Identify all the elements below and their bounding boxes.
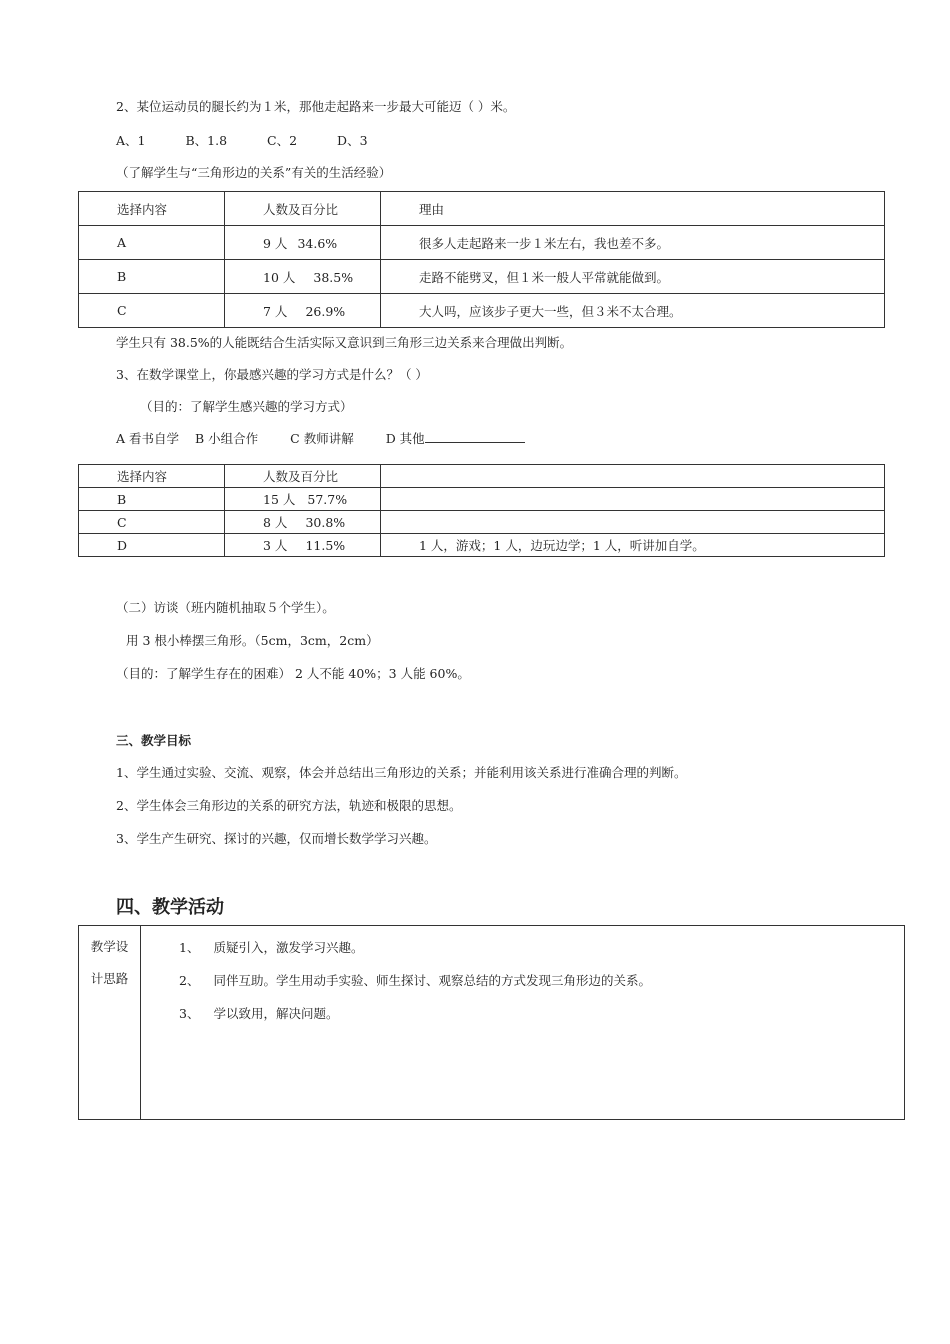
row-count: 9 人 34.6% — [225, 226, 381, 260]
row-reason: 很多人走起路来一步１米左右，我也差不多。 — [381, 226, 885, 260]
table-row — [79, 260, 885, 294]
interview-title: （二）访谈（班内随机抽取５个学生）。 — [116, 600, 335, 615]
table-header-choice: 选择内容 — [79, 465, 225, 488]
section3-heading: 三、教学目标 — [116, 733, 192, 748]
q3-option-d: D 其他 — [385, 431, 425, 446]
table-header-row — [79, 465, 885, 488]
q2-purpose: （了解学生与“三角形边的关系”有关的生活经验） — [116, 165, 392, 180]
table-header-reason: 理由 — [381, 192, 885, 226]
q3-option-b: B 小组合作 — [195, 431, 259, 446]
q2-option-a: A、1 — [116, 133, 146, 148]
design-label-line1: 教学设 — [90, 939, 129, 954]
q2-options — [116, 131, 368, 149]
row-count: 8 人 30.8% — [225, 511, 381, 534]
section3-item: 3、学生产生研究、探讨的兴趣，仅而增长数学学习兴趣。 — [116, 831, 437, 846]
section4-heading: 四、教学活动 — [116, 897, 224, 918]
design-step: 2、 同伴互助。学生用动手实验、师生探讨、观察总结的方式发现三角形边的关系。 — [179, 973, 651, 988]
q3-option-c: C 教师讲解 — [290, 431, 354, 446]
row-count: 10 人 38.5% — [225, 260, 381, 294]
design-step: 1、 质疑引入，激发学习兴趣。 — [179, 940, 364, 955]
interview-task: 用 3 根小棒摆三角形。（5cm，3cm，2cm） — [126, 633, 379, 648]
row-choice: D — [79, 534, 225, 557]
design-label-cell — [79, 926, 141, 1120]
section3-item: 2、学生体会三角形边的关系的研究方法，轨迹和极限的思想。 — [116, 798, 462, 813]
row-choice: A — [79, 226, 225, 260]
table-row — [79, 488, 885, 511]
row-choice: B — [79, 488, 225, 511]
design-label-line2: 计思路 — [90, 971, 129, 986]
q2-option-c: C、2 — [267, 133, 298, 148]
row-count: 3 人 11.5% — [225, 534, 381, 557]
table-header-row — [79, 192, 885, 226]
design-steps-cell — [141, 926, 905, 1120]
row-reason: 走路不能劈叉，但１米一般人平常就能做到。 — [381, 260, 885, 294]
table-row — [79, 294, 885, 328]
table-header-count: 人数及百分比 — [225, 192, 381, 226]
q3-purpose: （目的：了解学生感兴趣的学习方式） — [140, 399, 353, 414]
row-choice: B — [79, 260, 225, 294]
q3-results-table — [78, 464, 885, 557]
q3-question: 3、在数学课堂上，你最感兴趣的学习方式是什么？（ ） — [116, 367, 428, 382]
row-count: 15 人 57.7% — [225, 488, 381, 511]
q2-option-b: B、1.8 — [185, 133, 228, 148]
table-header-note — [381, 465, 885, 488]
row-choice: C — [79, 294, 225, 328]
table-row — [79, 511, 885, 534]
table-row — [79, 226, 885, 260]
row-note — [381, 488, 885, 511]
row-note: 1 人，游戏；1 人，边玩边学；1 人，听讲加自学。 — [381, 534, 885, 557]
row-note — [381, 511, 885, 534]
q3-options — [116, 429, 525, 447]
row-choice: C — [79, 511, 225, 534]
q3-option-a: A 看书自学 — [116, 431, 180, 446]
row-reason: 大人吗，应该步子更大一些，但３米不太合理。 — [381, 294, 885, 328]
table-header-count: 人数及百分比 — [225, 465, 381, 488]
design-step: 3、 学以致用，解决问题。 — [179, 1006, 339, 1021]
interview-result: （目的：了解学生存在的困难） 2 人不能 40%；3 人能 60%。 — [116, 666, 470, 681]
table-row — [79, 534, 885, 557]
q2-question: 2、某位运动员的腿长约为１米，那他走起路来一步最大可能迈（ ）米。 — [116, 99, 516, 114]
q2-results-table — [78, 191, 885, 328]
activity-table — [78, 925, 905, 1120]
q2-option-d: D、3 — [337, 133, 368, 148]
table-row — [79, 926, 905, 1120]
q2-conclusion: 学生只有 38.5%的人能既结合生活实际又意识到三角形三边关系来合理做出判断。 — [116, 335, 573, 350]
row-count: 7 人 26.9% — [225, 294, 381, 328]
table-header-choice: 选择内容 — [79, 192, 225, 226]
section3-item: 1、学生通过实验、交流、观察，体会并总结出三角形边的关系；并能利用该关系进行准确合理的判断。 — [116, 765, 687, 780]
answer-blank — [425, 430, 525, 443]
